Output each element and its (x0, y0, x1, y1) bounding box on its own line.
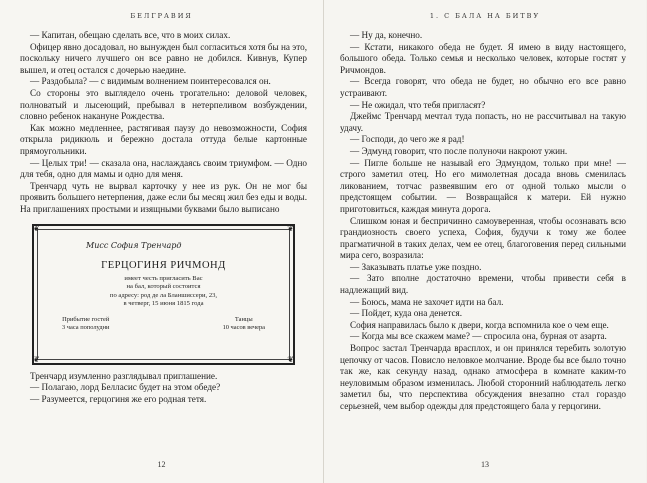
left-page-text (20, 30, 307, 405)
invitation-arrival (62, 316, 109, 332)
paragraph: — Когда мы все скажем маме? — спросила она, бурная от азарта. (350, 331, 607, 342)
invitation-footer (52, 316, 275, 332)
paragraph: — Кстати, никакого обеда не будет. Я имею в виду настоящего, большого обеда. Только семья и несколько человек, которые гостят у Ричмондов. (340, 41, 626, 75)
paragraph: — Раздобыла? — с видимым волнением поинтересовался он. (30, 76, 271, 87)
paragraph: Джеймс Тренчард мечтал туда попасть, но не рассчитывал на такую удачу. (340, 111, 626, 133)
invitation-line: по адресу: род де ла Бланшиссери, 23, (109, 291, 218, 299)
paragraph: — Пойдет, куда она денется. (350, 308, 463, 319)
paragraph: — Разумеется, герцогиня же его родная тетя. (30, 393, 207, 404)
ornament-icon: ❦ (33, 223, 40, 233)
ornament-icon: ❦ (33, 354, 40, 364)
paragraph: — Зато вполне достаточно времени, чтобы привести себя в надлежащий вид. (340, 273, 626, 296)
paragraph: — Заказывать платье уже поздно. (350, 261, 482, 272)
running-head-left: БЕЛГРАВИЯ (130, 12, 193, 20)
arrival-time: 3 часа пополудни (62, 323, 110, 331)
paragraph: — Не ожидал, что тебя пригласят? (350, 99, 486, 110)
invitation-host: ГЕРЦОГИНЯ РИЧМОНД (101, 259, 226, 271)
dancing-label: Танцы (234, 315, 253, 323)
ornament-icon: ❦ (287, 223, 294, 233)
invitation-line: на бал, который состоится (126, 283, 201, 291)
paragraph: — Полагаю, лорд Белласис будет на этом обеде? (30, 382, 221, 393)
paragraph: — Боюсь, мама не захочет идти на бал. (350, 296, 504, 307)
invitation-inner-frame (33, 223, 294, 364)
paragraph: Офицер явно досадовал, но вынужден был согласиться хотя бы на это, поскольку ничего лучшего он все равно не добился. Кивнув, Купер вышел, и отец остался с дочерью наедине. (20, 41, 307, 75)
dancing-time: 10 часов вечера (222, 323, 265, 331)
right-page-text (340, 30, 626, 413)
left-page (0, 0, 323, 483)
running-head-right: 1. С БАЛА НА БИТВУ (429, 12, 541, 20)
paragraph: — Капитан, обещаю сделать все, что в моих силах. (30, 30, 231, 40)
paragraph: — Пигле больше не называй его Эдмундом, только при мне! — строго заметил отец. Но его мимолетная досада вновь сменилась ликованием, тотчас развеявшим его от одной только мысли о предстоящем событии. — Возвращайся к матери. Ей нужно приготовиться, каждая минута дорога. (340, 157, 626, 214)
invitation-guest-name: Мисс София Тренчард (86, 240, 182, 250)
invitation-card (32, 224, 295, 365)
paragraph: — Господи, до чего же я рад! (350, 134, 465, 145)
paragraph: — Ну да, конечно. (350, 30, 423, 40)
arrival-label: Прибытие гостей (62, 315, 110, 323)
paragraph: Со стороны это выглядело очень трогательно: деловой человек, полноватый и лысеющий, пребывал в нетерпеливом возбуждении, словно ребенок накануне Рождества. (20, 87, 307, 122)
ornament-icon: ❦ (287, 354, 294, 364)
invitation-line: в четверг, 15 июня 1815 года (123, 299, 204, 307)
invitation-body (52, 275, 275, 308)
paragraph: — Целых три! — сказала она, наслаждаясь своим триумфом. — Одно для тебя, одно для мамы и одно для меня. (20, 157, 307, 180)
page-number-right: 13 (481, 460, 489, 469)
page-number-left: 12 (157, 460, 166, 469)
paragraph: София направилась было к двери, когда вспомнила кое о чем еще. (350, 319, 609, 330)
paragraph: — Эдмунд говорит, что после полуночи накроют ужин. (350, 145, 568, 156)
invitation-line: имеет честь пригласить Вас (124, 275, 203, 283)
paragraph: — Всегда говорят, что обеда не будет, но обычно его все равно устраивают. (340, 76, 626, 98)
paragraph: Слишком юная и беспричинно самоуверенная, чтобы осознавать всю грандиозность своего успеха, София, будучи к тому же более прагматичной в таких делах, чем ее отец, благоговения перед сильными мира сего, возразила: (340, 215, 626, 261)
paragraph: Тренчард чуть не вырвал карточку у нее из рук. Он не мог бы проявить большего нетерпения, даже если бы месяц жил без еды и воды. На приглашениях простыми и изящными буквами было выписано (20, 180, 307, 214)
invitation-dancing (223, 316, 265, 332)
paragraph: Тренчард изумленно разглядывал приглашение. (30, 370, 218, 381)
paragraph: Как можно медленнее, растягивая паузу до невозможности, София открыла ридикюль и бережно достала оттуда белые картонные прямоугольники. (20, 122, 307, 156)
right-page (323, 0, 646, 483)
paragraph: Вопрос застал Тренчарда врасплох, и он принялся теребить золотую цепочку от часов. Повисло неловкое молчание. Вроде бы все было точно так же, как секунду назад, однако атмосфера в комнате каким-то неуловимым образом изменилась. Любой сторонний наблюдатель легко заметил бы, что перспектива обсуждения внезапно стал гораздо серьезней, чем выбор одежды для предстоящего бала у герцогини. (340, 343, 626, 411)
